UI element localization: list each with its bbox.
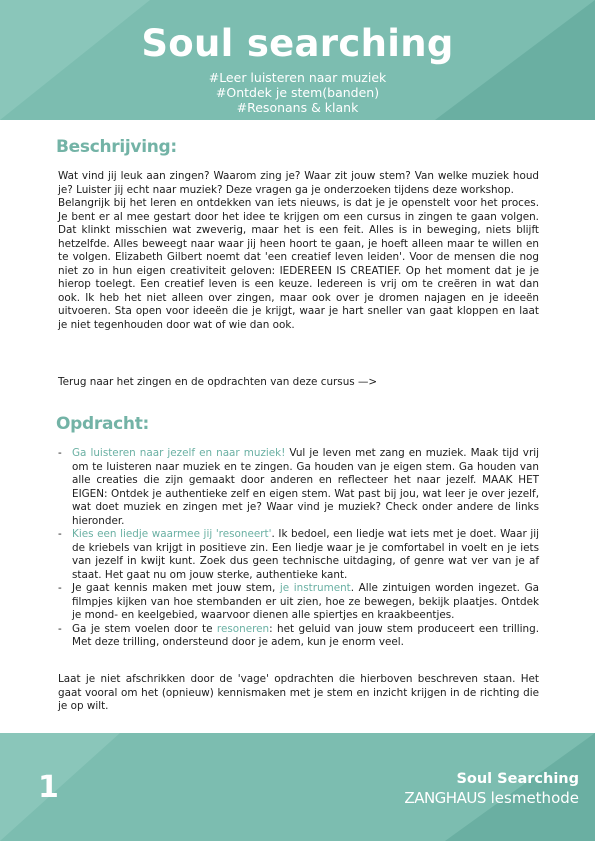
list-item [58, 623, 539, 650]
list-dash: - [58, 582, 62, 594]
list-item [58, 447, 539, 528]
description-paragraph: Wat vind jij leuk aan zingen? Waarom zing je? Waar zit jouw stem? Van welke muziek houd je? Luister jij echt naar muziek? Deze vragen ga je onderzoeken tijdens deze workshop. [58, 170, 539, 196]
item-text: Vul je leven met zang en muziek. Maak tijd vrij om te luisteren naar muziek en te zingen. Ga houden van je eigen stem. Ga houden van alle creaties die zijn gemaakt door anderen en reflecteer het naar jezelf. MAAK HET EIGEN: Ontdek je authentieke zelf en eigen stem. Wat past bij jou, wat leer je over jezelf, wat doet muziek en zingen met je? Waar vind je muziek? Check onder andere de links hieronder. [72, 447, 539, 527]
item-link[interactable]: Kies een liedje waarmee jij 'resoneert' [72, 528, 272, 540]
header-tags [0, 70, 595, 115]
item-text: Ga je stem voelen door te [72, 622, 217, 635]
footer-brand [404, 789, 579, 807]
description-paragraph: Belangrijk bij het leren en ontdekken van iets nieuws, is dat je je openstelt voor het proces. Je bent er al mee gestart door het idee te krijgen om een cursus in zingen te gaan volgen. Dat klinkt misschien wat zweverig, maar het is een feit. Alles is in beweging, niets blijft hetzelfde. Alles beweegt naar waar jij heen hoort te gaan, je hoeft alleen maar te willen en te volgen. Elizabeth Gilbert noemt dat 'een creatief leven leiden'. Voor de mensen die nog niet zo in hun eigen creativiteit geloven: IEDEREEN IS CREATIEF. Op het moment dat je je hierop toelegt. Een creatief leven is een keuze. Iedereen is vrij om te creëren in wat dan ook. Ik heb het niet alleen over zingen, maar ook over je dromen najagen en je ideeën uitvoeren. Sta open voor ideeën die je krijgt, waar je hart sneller van gaat kloppen en laat je niet tegenhouden door wat of wie dan ook. [58, 197, 539, 331]
item-link[interactable]: je instrument [279, 582, 351, 594]
description-body [58, 170, 539, 332]
item-text: . Ik bedoel, een liedje wat iets met je doet. Waar jij de kriebels van krijgt in positieve zin. Een liedje waar je je comfortabel in voelt en je iets van jezelf in kwijt kunt. Zoek dus geen technische uitdaging, of genre wat ver van je af staat. Het gaat nu om jouw sterke, authentieke kant. [72, 528, 539, 581]
item-link[interactable]: Ga luisteren naar jezelf en naar muziek! [72, 447, 286, 459]
list-dash: - [58, 622, 62, 635]
page-footer [0, 733, 595, 841]
page-number: 1 [38, 770, 59, 805]
footer-decoration [445, 733, 595, 841]
page-header [0, 0, 595, 120]
list-dash: - [58, 528, 62, 540]
brand-suffix: lesmethode [485, 789, 579, 807]
page-title: Soul searching [141, 22, 454, 65]
footer-decoration [0, 733, 120, 841]
assignment-list [58, 447, 539, 650]
tag-line: #Leer luisteren naar muziek [208, 70, 387, 85]
list-dash: - [58, 447, 62, 459]
item-text: . Alle zintuigen worden ingezet. Ga filmpjes kijken van hoe stembanden er uit zien, hoe ze bewegen, bekijk plaatjes. Ontdek je mond- en keelgebied, waarvoor dienen alle spiertjes en kraakbeentjes. [72, 582, 539, 621]
item-text: : het geluid van jouw stem produceert een trilling. Met deze trilling, ondersteund door je adem, kun je enorm veel. [72, 622, 539, 648]
footer-title: Soul Searching [456, 771, 579, 787]
item-link[interactable]: resoneren [216, 622, 270, 635]
tag-line: #Ontdek je stem(banden) [215, 85, 380, 100]
closing-paragraph: Laat je niet afschrikken door de 'vage' opdrachten die hierboven beschreven staan. Het gaat vooral om het (opnieuw) kennismaken met je stem en inzicht krijgen in de richting die je op wilt. [58, 673, 539, 712]
item-text: Je gaat kennis maken met jouw stem, [72, 582, 280, 594]
description-paragraph: Terug naar het zingen en de opdrachten van deze cursus —> [58, 376, 378, 388]
description-heading: Beschrijving: [56, 137, 177, 157]
tag-line: #Resonans & klank [236, 100, 359, 115]
list-item [58, 582, 539, 623]
zanghaus-logo: ZANGHAUS [404, 789, 486, 807]
list-item [58, 528, 539, 582]
assignment-heading: Opdracht: [56, 414, 150, 434]
